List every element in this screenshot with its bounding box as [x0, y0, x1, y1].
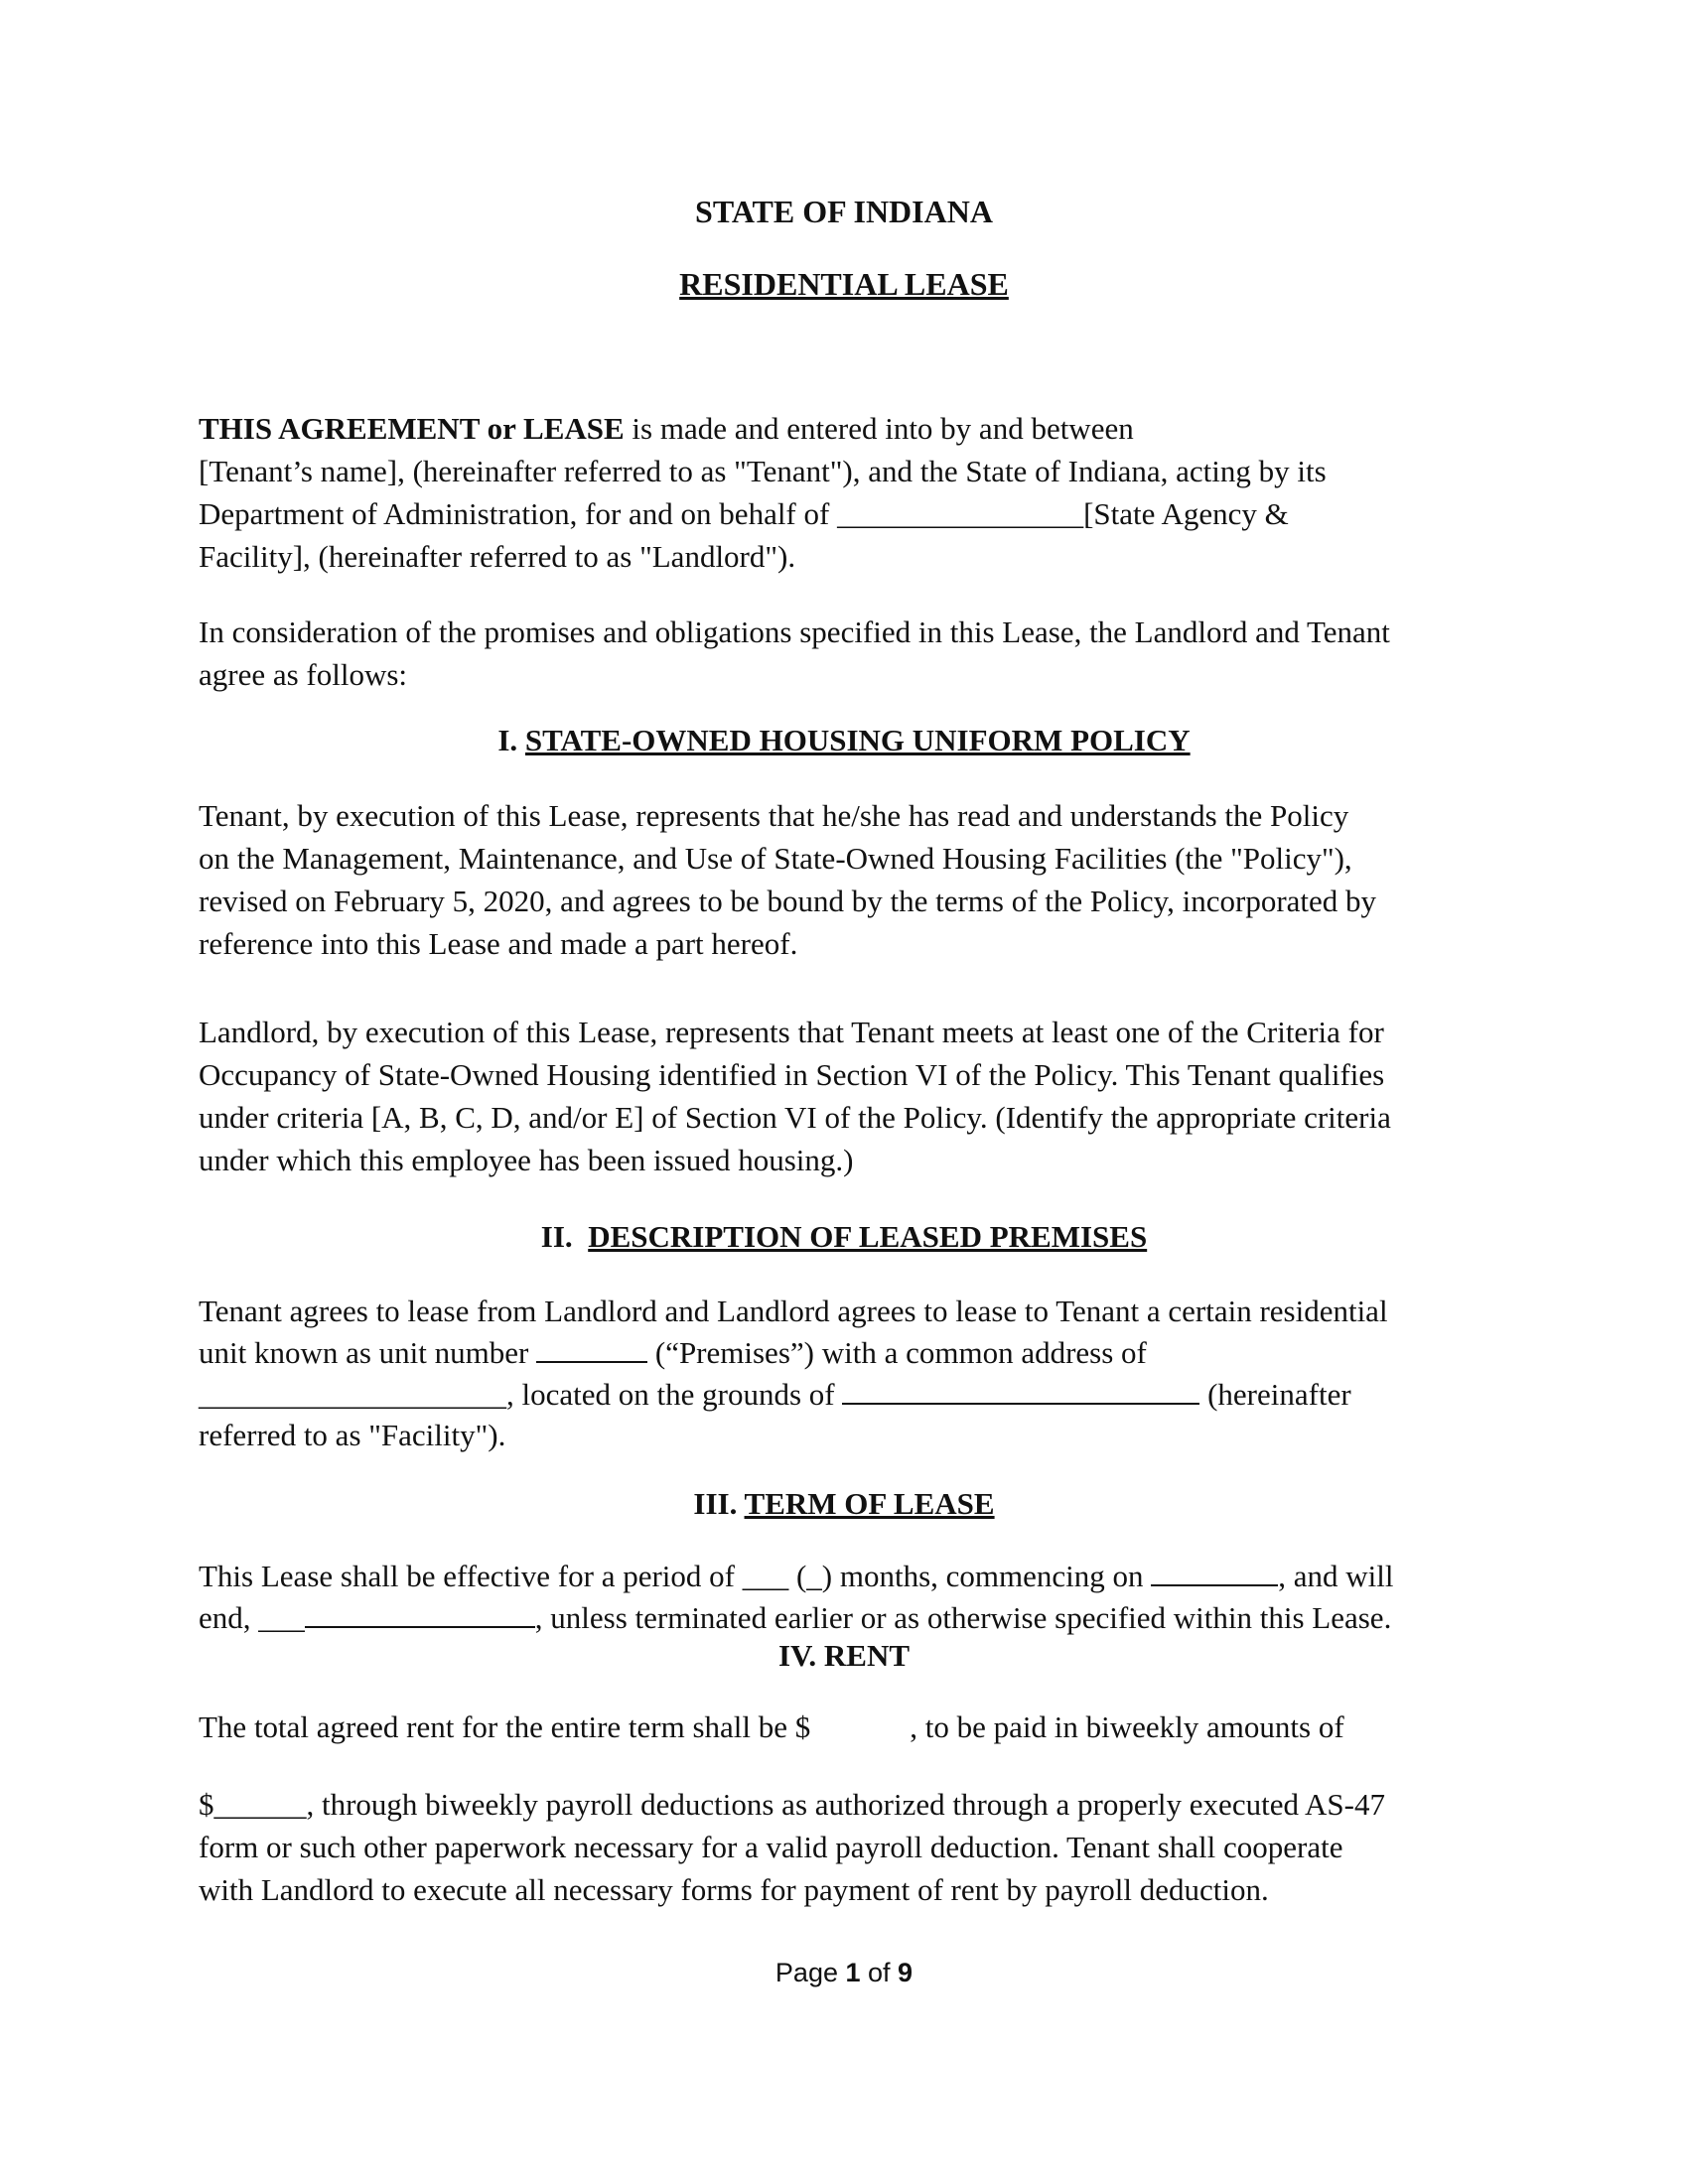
consideration-paragraph: [199, 611, 1489, 696]
consideration-line1: In consideration of the promises and obligations specified in this Lease, the Landlord and Tenant: [199, 614, 1390, 649]
section2-number: II.: [540, 1219, 589, 1254]
intro-line4: Facility], (hereinafter referred to as "Landlord").: [199, 539, 796, 574]
commencing-date-blank: [1151, 1555, 1278, 1586]
section1-para1-line: Tenant, by execution of this Lease, represents that he/she has read and understands the Policy: [199, 798, 1349, 833]
section1-para2-line: Occupancy of State-Owned Housing identified in Section VI of the Policy. This Tenant qualifies: [199, 1057, 1385, 1092]
section1-para1-line: revised on February 5, 2020, and agrees to be bound by the terms of the Policy, incorporated by: [199, 884, 1377, 918]
total-pages: 9: [898, 1958, 914, 1987]
document-subtitle: RESIDENTIAL LEASE: [679, 266, 1009, 302]
consideration-line2: agree as follows:: [199, 657, 408, 692]
section3-line2a: end, ___: [199, 1600, 305, 1635]
section1-number: I.: [497, 723, 525, 757]
section4-line4: with Landlord to execute all necessary forms for payment of rent by payroll deduction.: [199, 1872, 1269, 1907]
agency-blank: ________________: [837, 496, 1084, 531]
document-title: STATE OF INDIANA: [695, 194, 993, 229]
section2-title: DESCRIPTION OF LEASED PREMISES: [588, 1219, 1148, 1254]
intro-bold-lead: THIS AGREEMENT or LEASE: [199, 411, 625, 446]
page-prefix: Page: [774, 1958, 846, 1987]
section3-line1a: This Lease shall be effective for a period of ___ (_) months, commencing on: [199, 1559, 1152, 1593]
section4-line1b: , to be paid in biweekly amounts of: [910, 1709, 1344, 1744]
section1-para1-line: on the Management, Maintenance, and Use of State-Owned Housing Facilities (the "Policy"),: [199, 841, 1352, 876]
section4-paragraph: [199, 1783, 1489, 1911]
section1-para2: [199, 1011, 1489, 1181]
section3-number: III.: [693, 1486, 745, 1521]
section2-line3b: , located on the grounds of: [506, 1377, 843, 1412]
section2-line4: referred to as "Facility").: [199, 1418, 506, 1452]
current-page: 1: [845, 1958, 861, 1987]
intro-paragraph: [199, 407, 1489, 578]
page-of: of: [860, 1958, 899, 1987]
section4-line1a: The total agreed rent for the entire term shall be $: [199, 1709, 811, 1744]
section4-line3: form or such other paperwork necessary for a valid payroll deduction. Tenant shall cooperate: [199, 1830, 1343, 1864]
section2-paragraph: [199, 1291, 1489, 1455]
section2-line1: Tenant agrees to lease from Landlord and Landlord agrees to lease to Tenant a certain residential: [199, 1294, 1388, 1328]
section1-heading: [199, 723, 1489, 758]
section1-para1-line: reference into this Lease and made a part hereof.: [199, 926, 798, 961]
end-date-blank: [305, 1596, 535, 1628]
section1-para2-line: under criteria [A, B, C, D, and/or E] of Section VI of the Policy. (Identify the appropriate criteria: [199, 1100, 1391, 1135]
address-blank: ____________________: [199, 1377, 506, 1412]
page-number-footer: [0, 1958, 1688, 1988]
section1-para1: [199, 794, 1489, 965]
intro-line2: [Tenant’s name], (hereinafter referred to as "Tenant"), and the State of Indiana, acting by its: [199, 454, 1327, 488]
section4-line1: [199, 1706, 1489, 1748]
section1-para2-line: under which this employee has been issued housing.): [199, 1143, 854, 1177]
unit-number-blank: [536, 1331, 647, 1363]
intro-line1: is made and entered into by and between: [624, 411, 1134, 446]
section3-title: TERM OF LEASE: [744, 1486, 995, 1521]
section3-line2b: , unless terminated earlier or as otherwise specified within this Lease.: [534, 1600, 1392, 1635]
section3-paragraph: [199, 1555, 1489, 1638]
section1-title: STATE-OWNED HOUSING UNIFORM POLICY: [524, 723, 1191, 757]
section3-line1b: , and will: [1278, 1559, 1394, 1593]
section2-line3c: (hereinafter: [1199, 1377, 1351, 1412]
section2-line2b: (“Premises”) with a common address of: [647, 1335, 1147, 1370]
section4-line2: $______, through biweekly payroll deductions as authorized through a properly executed AS-47: [199, 1787, 1385, 1822]
section2-line2a: unit known as unit number: [199, 1335, 537, 1370]
section4-heading: IV. RENT: [777, 1638, 911, 1673]
facility-grounds-blank: [842, 1373, 1199, 1405]
section3-heading: [199, 1486, 1489, 1522]
section2-heading: [199, 1219, 1489, 1255]
section1-para2-line: Landlord, by execution of this Lease, represents that Tenant meets at least one of the Criteria for: [199, 1015, 1384, 1049]
intro-line3b: [State Agency &: [1083, 496, 1289, 531]
intro-line3a: Department of Administration, for and on behalf of: [199, 496, 838, 531]
